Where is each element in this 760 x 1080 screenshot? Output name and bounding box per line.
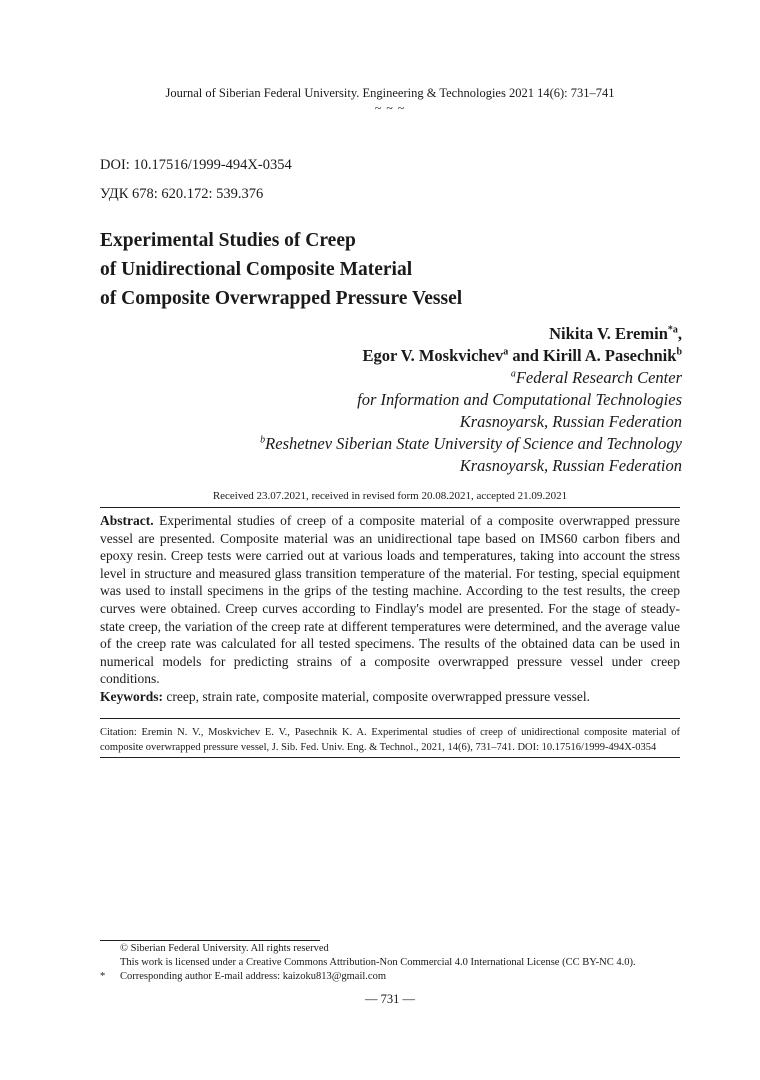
- affiliation-text: Reshetnev Siberian State University of Science and Technology: [265, 434, 682, 453]
- abstract: [100, 512, 680, 688]
- footnote-mark: *: [100, 971, 106, 982]
- paper-title: [100, 226, 660, 313]
- received-dates: Received 23.07.2021, received in revised form 20.08.2021, accepted 21.09.2021: [212, 490, 568, 502]
- copyright-note: © Siberian Federal University. All rights reserved: [120, 943, 329, 954]
- abstract-label: Abstract.: [100, 513, 154, 528]
- footnote-divider: [100, 940, 320, 941]
- affiliation-line: [260, 433, 682, 455]
- corresponding-author-text: Corresponding author E-mail address: kaizoku813@gmail.com: [120, 971, 386, 982]
- divider: [100, 507, 680, 508]
- corresponding-author-note: [100, 970, 690, 984]
- divider: [100, 757, 680, 758]
- author-separator: ,: [677, 324, 682, 343]
- udk-line: УДК 678: 620.172: 539.376: [100, 186, 264, 202]
- author-name: Kirill A. Pasechnik: [543, 346, 677, 365]
- doi-line: DOI: 10.17516/1999-494X-0354: [100, 157, 292, 173]
- author-superscript: b: [676, 346, 682, 358]
- author-name: Egor V. Moskvichev: [362, 346, 504, 365]
- journal-header: Journal of Siberian Federal University. Engineering & Technologies 2021 14(6): 731–741: [165, 86, 615, 100]
- page-number: — 731 —: [365, 992, 415, 1006]
- title-line: Experimental Studies of Creep: [100, 230, 356, 251]
- affiliation-mark: b: [260, 434, 266, 446]
- footnotes: [100, 942, 690, 984]
- author-conjunction: and: [508, 346, 544, 365]
- abstract-text: Experimental studies of creep of a composite material of a composite overwrapped pressure vessel are presented. Composite material was an unidirectional tape based on IMS60 carbon fibers and epoxy resin. Creep tests were carried out at various loads and temperatures, taking into account the stress level in structure and measured glass transition temperature of the material. For testing, special equipment was used to install specimens in the grips of the testing machine. According to the test results, the creep curves were obtained. Creep curves according to Findlay's model are presented. For the stage of steady-state creep, the variation of the creep rate at different temperatures were determined, and the average value of the creep rate was calculated for all tested specimens. The results of the obtained data can be used in numerical models for predicting strains of a composite overwrapped pressure vessel under creep conditions.: [100, 513, 680, 687]
- affiliation-mark: a: [510, 368, 516, 380]
- keywords-label: Keywords:: [100, 689, 163, 704]
- keywords-text: creep, strain rate, composite material, composite overwrapped pressure vessel.: [166, 689, 590, 704]
- author-superscript: *a: [667, 324, 678, 336]
- author-superscript: a: [503, 346, 509, 358]
- title-line: of Unidirectional Composite Material: [100, 259, 413, 280]
- affiliation-line: Krasnoyarsk, Russian Federation: [459, 456, 682, 475]
- affiliation-line: [260, 367, 682, 389]
- title-line: of Composite Overwrapped Pressure Vessel: [100, 288, 463, 309]
- author-line-1: [260, 323, 682, 345]
- authors-block: [260, 323, 682, 477]
- author-line-2: [260, 345, 682, 367]
- author-name: Nikita V. Eremin: [549, 324, 668, 343]
- keywords: [100, 688, 680, 705]
- affiliation-line: for Information and Computational Technologies: [357, 390, 682, 409]
- affiliation-text: Federal Research Center: [515, 368, 682, 387]
- divider: [100, 718, 680, 719]
- affiliation-line: Krasnoyarsk, Russian Federation: [459, 412, 682, 431]
- license-note: This work is licensed under a Creative Commons Attribution-Non Commercial 4.0 International License (CC BY-NC 4.0).: [120, 957, 636, 968]
- citation: Citation: Eremin N. V., Moskvichev E. V., Pasechnik K. A. Experimental studies of creep of unidirectional composite material of composite overwrapped pressure vessel, J. Sib. Fed. Univ. Eng. & Technol., 2021, 14(6), 731–741. DOI: 10.17516/1999-494X-0354: [100, 727, 680, 753]
- header-separator: ~ ~ ~: [374, 101, 406, 115]
